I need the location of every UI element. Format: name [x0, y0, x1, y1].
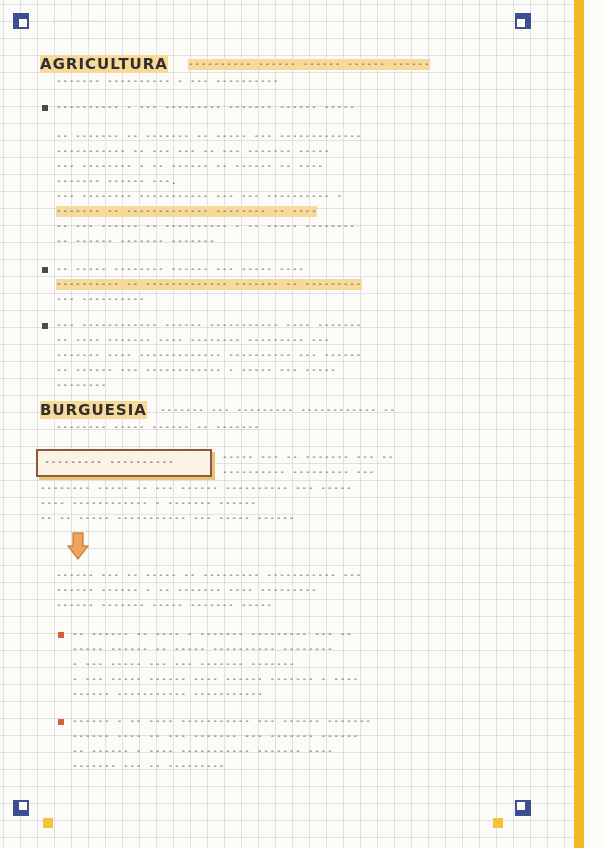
burg-after-line-1: ------ ------ - -- ------- ---- --------- — [56, 585, 318, 596]
burg-line-0: ------- --- --------- ------------ -- — [160, 405, 396, 416]
agri-line-14: --- ------------ ------ ----------- ---- ------- — [56, 320, 363, 331]
burg-after-line-6: - --- ----- ------ ---- ------ ------- - ---- — [72, 674, 359, 685]
corner-marker-top-left — [13, 13, 29, 29]
burg-line-6: -- -- ----- ----------- --- ----- ------ — [40, 513, 296, 524]
agri-line-1: ------- ---------- - --- ---------- — [56, 76, 280, 87]
agri-line-7: --- -------- ----------- --- --- ---------- - — [56, 191, 343, 202]
burg-line-1: -------- ----- ------ -- ------- — [56, 422, 261, 433]
agri-line-12: ---------- -- ------------- ------- -- --------- — [56, 279, 363, 290]
heading-burguesia: BURGUESIA — [40, 401, 147, 419]
burg-after-line-0: ------ --- -- ----- -- --------- ----------- --- — [56, 570, 363, 581]
burg-after-line-8: ------ - -- ---- ----------- --- ------ ------- — [72, 716, 372, 727]
burg-line-4: -------- ----- -- --- ------ ---------- --- ----- — [40, 483, 353, 494]
agri-line-15: -- ---- ------- ---- -------- --------- --- — [56, 335, 331, 346]
burg-after-line-5: - --- ----- --- --- ------- ------- — [72, 659, 296, 670]
yellow-square-bottom-left — [43, 818, 53, 828]
corner-marker-top-right — [515, 13, 531, 29]
burg-after-line-10: -- ------ - ---- ----------- ------- ---- — [72, 746, 334, 757]
bullet-1 — [42, 105, 48, 111]
down-arrow-icon — [67, 532, 89, 560]
burg-after-line-9: ------ ---- -- --- ------- --- ------- ------ — [72, 731, 359, 742]
burg-line-2: ----- --- -- ------- --- -- — [222, 452, 395, 463]
agri-line-0: ---------- ------ ------ ------ ------ — [188, 59, 431, 70]
agri-line-18: -------- — [56, 380, 108, 391]
bullet-red-2 — [58, 719, 64, 725]
corner-marker-bottom-right — [515, 800, 531, 816]
agri-line-2: ---------- - --- --------- ------- ------ ----- — [56, 102, 356, 113]
heading-agricultura: AGRICULTURA — [40, 55, 168, 73]
corner-marker-bottom-left — [13, 800, 29, 816]
yellow-edge-bar — [574, 0, 584, 848]
burg-line-5: ---- ------------ - ------- ------ — [40, 498, 257, 509]
burg-after-line-7: ------ ----------- ----------- — [72, 689, 264, 700]
bullet-2 — [42, 267, 48, 273]
burg-after-line-4: ----- ------ -- ----- ---------- -------- — [72, 644, 334, 655]
burg-line-3: ---------- --------- --- — [222, 467, 376, 478]
agri-line-17: -- ------ --- ------------ - ----- --- ----- — [56, 365, 337, 376]
agri-line-6: ------- ------ ---. — [56, 176, 178, 187]
burg-after-line-11: ------- --- -- --------- — [72, 761, 226, 772]
agri-line-4: ----------- -- --- --- -- --- ------- ----- — [56, 146, 331, 157]
yellow-square-bottom-right — [493, 818, 503, 828]
agri-line-8: ------- -- ------------- -------- -- ---- — [56, 206, 318, 217]
highlighted-term-box: --------- ---------- — [36, 449, 212, 477]
burg-after-line-2: ------ ------- ----- ------- ----- — [56, 600, 273, 611]
agri-line-3: -- ------- -- ------- -- ----- --- ------------- — [56, 131, 363, 142]
agri-line-16: ------- ---- ------------- ---------- --- ------ — [56, 350, 363, 361]
bullet-3 — [42, 323, 48, 329]
agri-line-9: -- --- ------ -- ---------- - -- ----- -------- — [56, 221, 356, 232]
faint-page-title: ---------- — [52, 14, 102, 27]
burg-after-line-3: -- ------ -- ---- - ------- --------- --- -- — [72, 629, 353, 640]
agri-line-5: --- -------- - -- ------ -- ------ -- ---- — [56, 161, 324, 172]
bullet-red-1 — [58, 632, 64, 638]
agri-line-13: --- ---------- — [56, 294, 146, 305]
agri-line-10: -- ------ ------- ------- — [56, 236, 216, 247]
page-edge-strip — [584, 0, 602, 848]
agri-line-11: -- ----- -------- ------ --- ----- ---- — [56, 264, 305, 275]
